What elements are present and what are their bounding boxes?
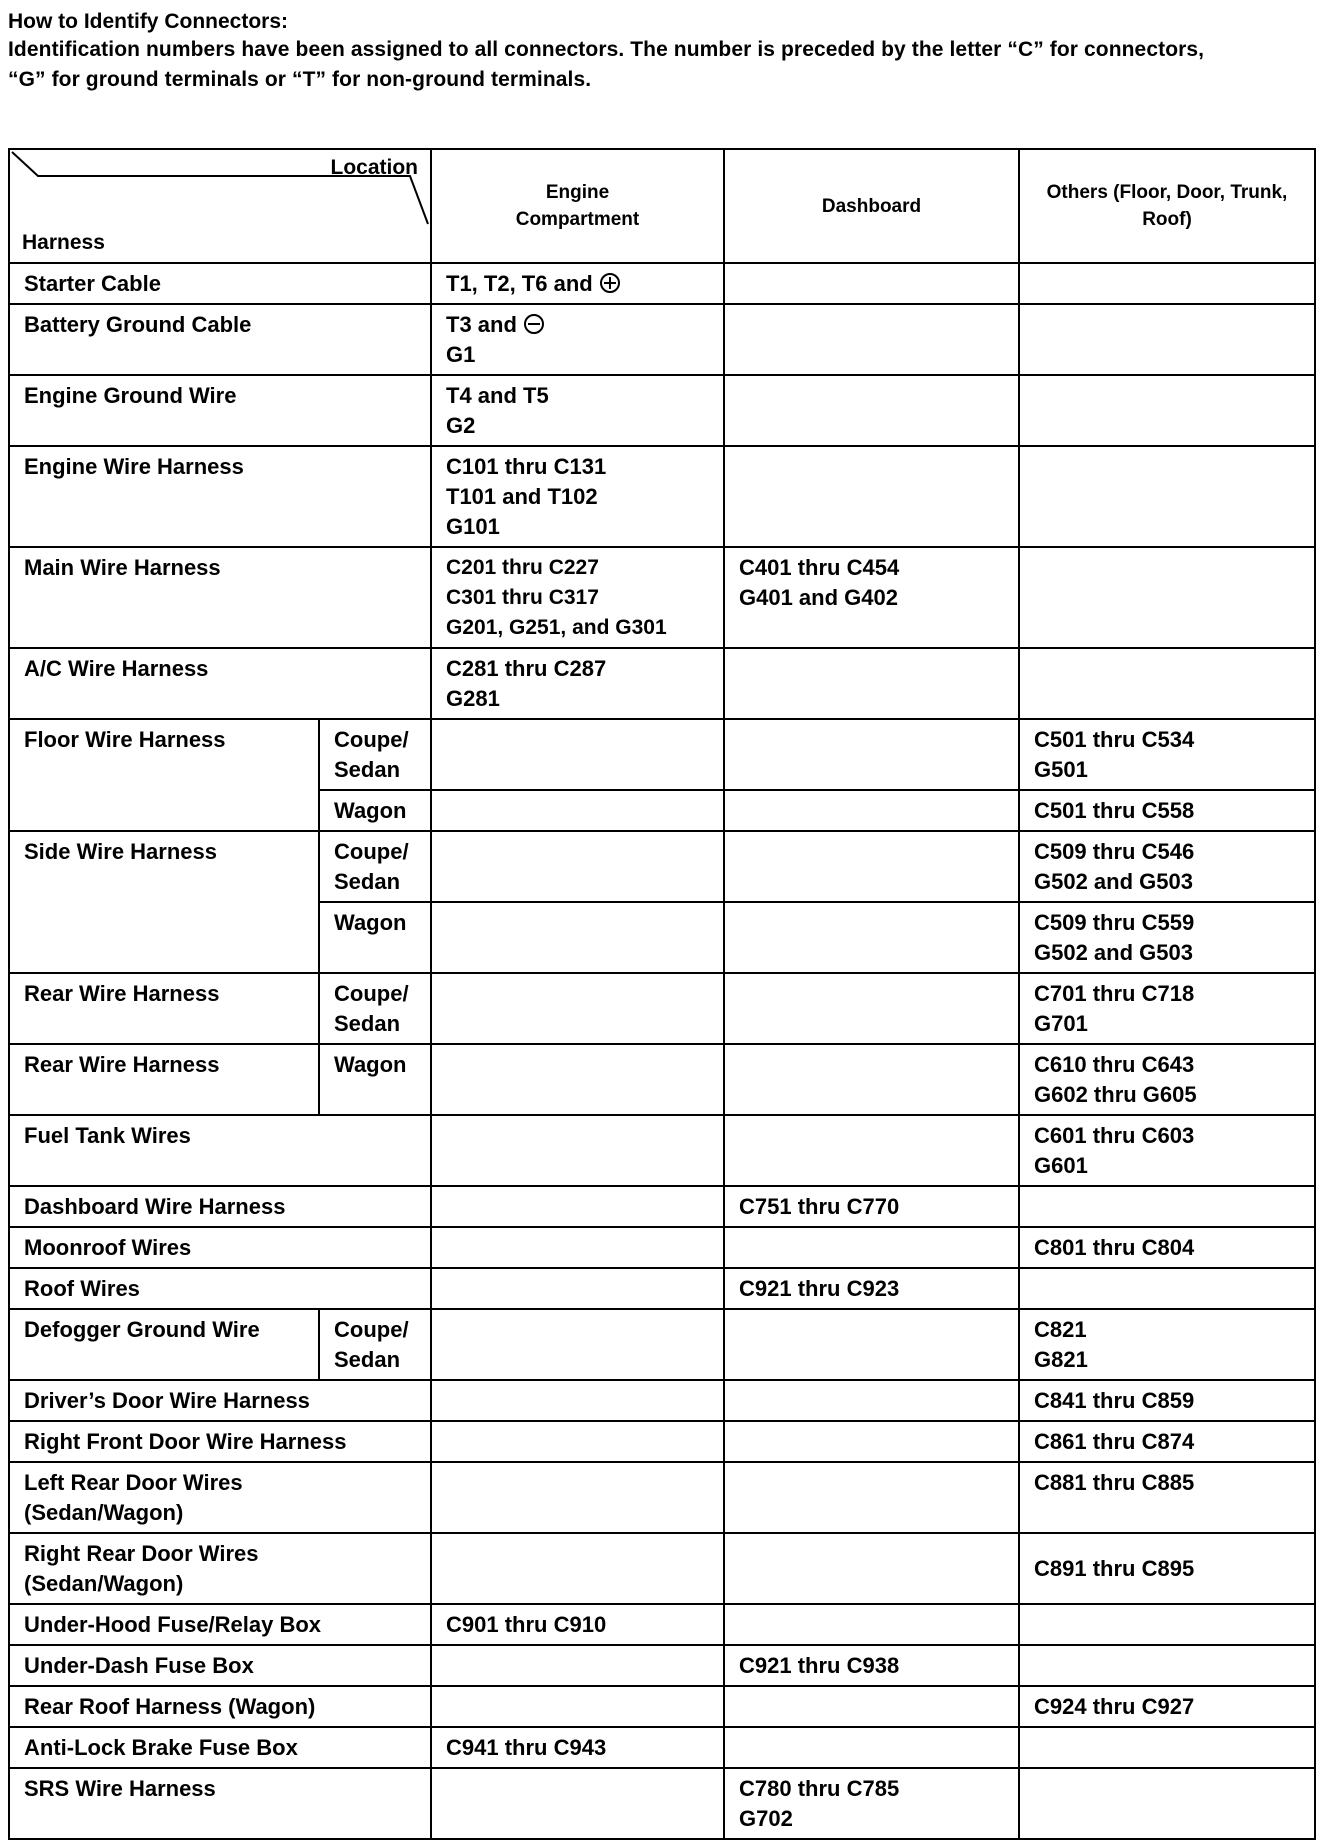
engine-cell: T4 and T5 G2 — [431, 375, 724, 446]
dashboard-cell — [724, 719, 1019, 790]
others-cell — [1019, 1645, 1315, 1686]
dashboard-cell — [724, 973, 1019, 1044]
dashboard-cell: C780 thru C785 G702 — [724, 1768, 1019, 1839]
variant-cell: Wagon — [319, 790, 431, 831]
engine-cell — [431, 263, 724, 304]
variant-cell: Coupe/ Sedan — [319, 1309, 431, 1380]
harness-cell: Rear Wire Harness — [9, 1044, 319, 1115]
table-row — [9, 375, 1315, 446]
others-cell — [1019, 446, 1315, 547]
connector-table — [8, 148, 1316, 1840]
table-row — [9, 719, 1315, 790]
harness-cell: Battery Ground Cable — [9, 304, 431, 375]
others-cell: C841 thru C859 — [1019, 1380, 1315, 1421]
dashboard-cell — [724, 831, 1019, 902]
harness-cell: Dashboard Wire Harness — [9, 1186, 431, 1227]
others-cell: C601 thru C603 G601 — [1019, 1115, 1315, 1186]
intro-section — [8, 8, 1338, 95]
dashboard-cell: C921 thru C938 — [724, 1645, 1019, 1686]
table-row — [9, 1462, 1315, 1533]
table-row — [9, 1686, 1315, 1727]
harness-cell: SRS Wire Harness — [9, 1768, 431, 1839]
dashboard-cell — [724, 1604, 1019, 1645]
engine-cell — [431, 1645, 724, 1686]
others-cell — [1019, 304, 1315, 375]
harness-cell: Left Rear Door Wires (Sedan/Wagon) — [9, 1462, 431, 1533]
others-cell — [1019, 1604, 1315, 1645]
harness-cell: Fuel Tank Wires — [9, 1115, 431, 1186]
engine-cell — [431, 1115, 724, 1186]
others-cell — [1019, 648, 1315, 719]
harness-cell: Rear Roof Harness (Wagon) — [9, 1686, 431, 1727]
engine-cell — [431, 1768, 724, 1839]
others-cell: C501 thru C558 — [1019, 790, 1315, 831]
engine-cell — [431, 1686, 724, 1727]
harness-cell: Rear Wire Harness — [9, 973, 319, 1044]
dashboard-cell — [724, 1044, 1019, 1115]
table-row — [9, 648, 1315, 719]
engine-cell — [431, 1380, 724, 1421]
harness-cell: Defogger Ground Wire — [9, 1309, 319, 1380]
engine-cell — [431, 304, 724, 375]
harness-cell: Engine Ground Wire — [9, 375, 431, 446]
engine-cell — [431, 1462, 724, 1533]
table-row — [9, 1309, 1315, 1380]
others-cell: C891 thru C895 — [1019, 1533, 1315, 1604]
engine-cell — [431, 790, 724, 831]
others-cell: C509 thru C546 G502 and G503 — [1019, 831, 1315, 902]
dashboard-cell — [724, 1227, 1019, 1268]
engine-cell — [431, 719, 724, 790]
table-row — [9, 1115, 1315, 1186]
others-cell: C801 thru C804 — [1019, 1227, 1315, 1268]
table-row — [9, 1645, 1315, 1686]
table-row — [9, 547, 1315, 648]
harness-cell: Roof Wires — [9, 1268, 431, 1309]
location-header: Location — [330, 156, 418, 179]
harness-cell: Floor Wire Harness — [9, 719, 319, 831]
engine-cell: C101 thru C131 T101 and T102 G101 — [431, 446, 724, 547]
others-cell: C701 thru C718 G701 — [1019, 973, 1315, 1044]
dashboard-cell: C401 thru C454 G401 and G402 — [724, 547, 1019, 648]
engine-cell-text: T3 and — [446, 312, 517, 337]
dashboard-cell — [724, 902, 1019, 973]
harness-cell: Starter Cable — [9, 263, 431, 304]
engine-cell: C281 thru C287 G281 — [431, 648, 724, 719]
dashboard-cell: C751 thru C770 — [724, 1186, 1019, 1227]
table-row — [9, 1533, 1315, 1604]
engine-cell: C201 thru C227 C301 thru C317 G201, G251, and G301 — [431, 547, 724, 648]
harness-cell: Right Front Door Wire Harness — [9, 1421, 431, 1462]
engine-cell — [431, 1533, 724, 1604]
table-row — [9, 831, 1315, 902]
engine-cell — [431, 1044, 724, 1115]
engine-cell — [431, 902, 724, 973]
table-row — [9, 973, 1315, 1044]
intro-title: How to Identify Connectors: — [8, 10, 288, 33]
engine-cell-text-line2: G1 — [446, 342, 476, 367]
engine-cell — [431, 1421, 724, 1462]
harness-cell: Under-Hood Fuse/Relay Box — [9, 1604, 431, 1645]
dashboard-cell — [724, 1380, 1019, 1421]
dashboard-cell — [724, 1462, 1019, 1533]
variant-cell: Coupe/ Sedan — [319, 719, 431, 790]
minus-circle-icon — [523, 313, 545, 335]
dashboard-cell: C921 thru C923 — [724, 1268, 1019, 1309]
dashboard-cell — [724, 790, 1019, 831]
table-header-row — [9, 149, 1315, 263]
intro-text-line1: Identification numbers have been assigned to all connectors. The number is preceded by the letter “C” for connectors, — [8, 38, 1205, 61]
engine-cell — [431, 1309, 724, 1380]
others-cell — [1019, 1768, 1315, 1839]
table-row — [9, 1186, 1315, 1227]
engine-cell: C901 thru C910 — [431, 1604, 724, 1645]
harness-cell: Driver’s Door Wire Harness — [9, 1380, 431, 1421]
table-row — [9, 1268, 1315, 1309]
dashboard-cell — [724, 304, 1019, 375]
harness-cell: Anti-Lock Brake Fuse Box — [9, 1727, 431, 1768]
engine-cell — [431, 831, 724, 902]
engine-cell — [431, 973, 724, 1044]
others-cell: C924 thru C927 — [1019, 1686, 1315, 1727]
harness-cell: A/C Wire Harness — [9, 648, 431, 719]
engine-cell-text: T1, T2, T6 and — [446, 271, 593, 296]
others-cell — [1019, 1268, 1315, 1309]
others-cell — [1019, 263, 1315, 304]
dashboard-cell — [724, 1309, 1019, 1380]
corner-header-cell — [9, 149, 431, 263]
others-cell: C509 thru C559 G502 and G503 — [1019, 902, 1315, 973]
harness-header: Harness — [22, 231, 105, 254]
table-row — [9, 1044, 1315, 1115]
others-header: Others (Floor, Door, Trunk, Roof) — [1019, 149, 1315, 263]
others-cell — [1019, 1186, 1315, 1227]
engine-cell — [431, 1186, 724, 1227]
dashboard-header: Dashboard — [724, 149, 1019, 263]
table-row — [9, 1604, 1315, 1645]
dashboard-cell — [724, 1533, 1019, 1604]
dashboard-cell — [724, 1115, 1019, 1186]
table-row — [9, 1380, 1315, 1421]
dashboard-cell — [724, 1686, 1019, 1727]
engine-cell — [431, 1268, 724, 1309]
table-row — [9, 1227, 1315, 1268]
harness-cell: Right Rear Door Wires (Sedan/Wagon) — [9, 1533, 431, 1604]
harness-cell: Engine Wire Harness — [9, 446, 431, 547]
table-row — [9, 1768, 1315, 1839]
engine-cell: C941 thru C943 — [431, 1727, 724, 1768]
harness-cell: Under-Dash Fuse Box — [9, 1645, 431, 1686]
others-cell — [1019, 375, 1315, 446]
harness-cell: Main Wire Harness — [9, 547, 431, 648]
dashboard-cell — [724, 375, 1019, 446]
table-row — [9, 446, 1315, 547]
table-row — [9, 1421, 1315, 1462]
variant-cell: Coupe/ Sedan — [319, 831, 431, 902]
others-cell — [1019, 547, 1315, 648]
intro-text-line2: “G” for ground terminals or “T” for non-ground terminals. — [8, 68, 592, 91]
dashboard-cell — [724, 648, 1019, 719]
others-cell: C610 thru C643 G602 thru G605 — [1019, 1044, 1315, 1115]
dashboard-cell — [724, 446, 1019, 547]
engine-compartment-header: Engine Compartment — [431, 149, 724, 263]
table-row — [9, 263, 1315, 304]
harness-cell: Moonroof Wires — [9, 1227, 431, 1268]
others-cell: C501 thru C534 G501 — [1019, 719, 1315, 790]
others-cell: C821 G821 — [1019, 1309, 1315, 1380]
engine-cell — [431, 1227, 724, 1268]
dashboard-cell — [724, 263, 1019, 304]
variant-cell: Wagon — [319, 1044, 431, 1115]
variant-cell: Wagon — [319, 902, 431, 973]
others-cell: C881 thru C885 — [1019, 1462, 1315, 1533]
variant-cell: Coupe/ Sedan — [319, 973, 431, 1044]
harness-cell: Side Wire Harness — [9, 831, 319, 973]
others-cell: C861 thru C874 — [1019, 1421, 1315, 1462]
dashboard-cell — [724, 1421, 1019, 1462]
table-row — [9, 304, 1315, 375]
plus-circle-icon — [599, 272, 621, 294]
